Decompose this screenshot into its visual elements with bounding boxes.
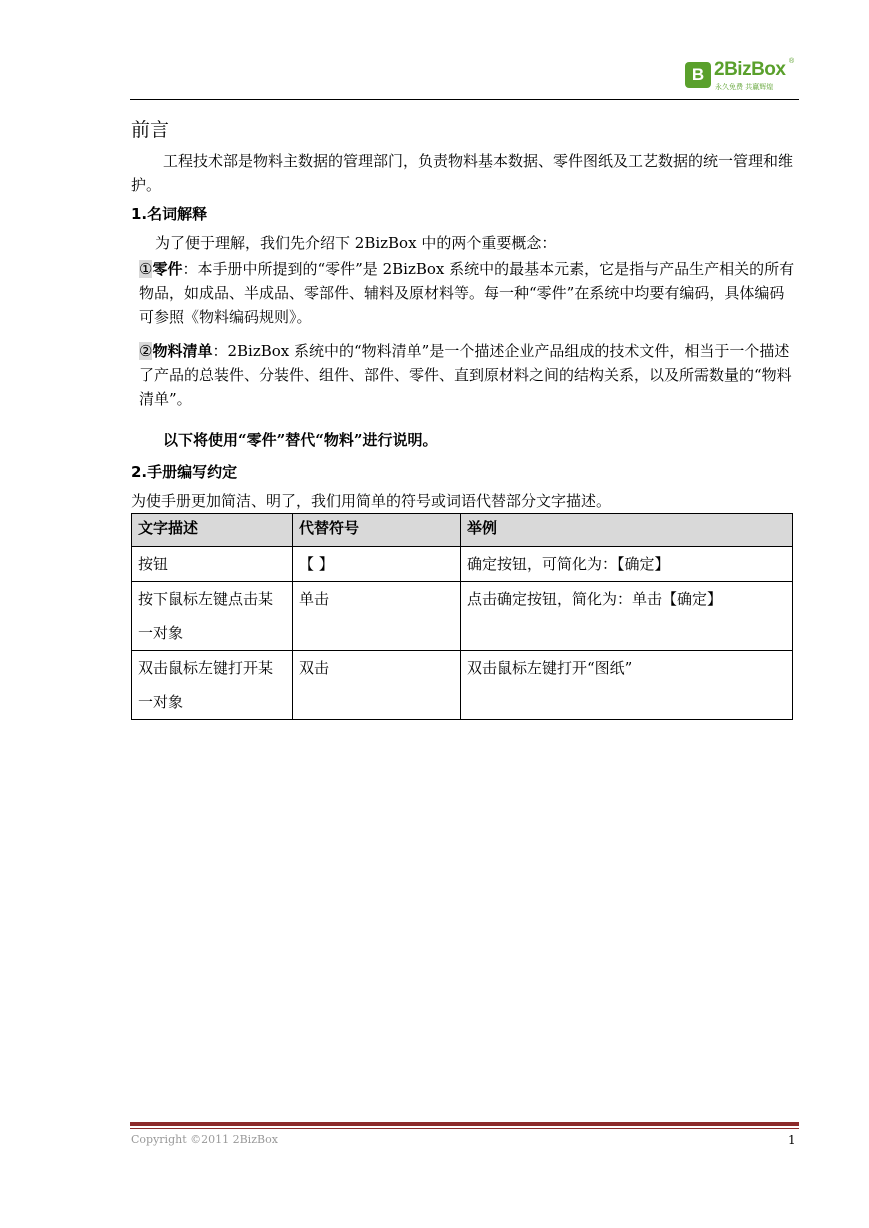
conventions-table: [131, 513, 793, 720]
section2-heading: 2.手册编写约定: [131, 463, 238, 481]
term-bom-text: ：2BizBox 系统中的“物料清单”是一个描述企业产品组成的技术文件，相当于一个描述了产品的总装件、分装件、组件、部件、零件、直到原材料之间的结构关系，以及所需数量的“物料清单”。: [139, 342, 792, 408]
term-part: [139, 257, 797, 329]
page-title: 前言: [131, 119, 170, 141]
table-cell: 双击鼠标左键打开某一对象: [132, 651, 293, 720]
term-part-text: ：本手册中所提到的“零件”是 2BizBox 系统中的最基本元素，它是指与产品生产相关的所有物品，如成品、半成品、零部件、辅料及原材料等。每一种“零件”在系统中均要有编码，具体编码可参照《物料编码规则》。: [139, 260, 795, 326]
col-header-symbol: 代替符号: [293, 514, 461, 547]
table-row: [132, 547, 793, 582]
table-cell: 双击: [293, 651, 461, 720]
table-cell: 确定按钮，可简化为：【确定】: [461, 547, 793, 582]
table-row: [132, 582, 793, 651]
term-bom-marker: ②: [139, 342, 153, 360]
table-cell: 单击: [293, 582, 461, 651]
col-header-example: 举例: [461, 514, 793, 547]
table-cell: 按下鼠标左键点击某一对象: [132, 582, 293, 651]
logo-wordmark: 2BizBox: [714, 59, 786, 80]
page-number: 1: [788, 1133, 796, 1147]
logo-tagline: 永久免费 共赢辉煌: [715, 83, 774, 91]
footer-divider-thin: [130, 1128, 799, 1129]
usage-note: 以下将使用“零件”替代“物料”进行说明。: [163, 431, 438, 449]
section2-lead: 为使手册更加简洁、明了，我们用简单的符号或词语代替部分文字描述。: [131, 492, 612, 510]
section1-lead: 为了便于理解，我们先介绍下 2BizBox 中的两个重要概念：: [155, 234, 557, 252]
header-divider: [130, 99, 799, 100]
table-cell: 【 】: [293, 547, 461, 582]
term-bom: [139, 339, 797, 411]
logo-mark-icon: B: [685, 62, 711, 88]
term-part-marker: ①: [139, 260, 153, 278]
logo-registered-mark: ®: [789, 58, 795, 65]
page-body: [131, 112, 797, 720]
col-header-description: 文字描述: [132, 514, 293, 547]
section1-heading: 1.名词解释: [131, 205, 208, 223]
intro-paragraph: 工程技术部是物料主数据的管理部门，负责物料基本数据、零件图纸及工艺数据的统一管理和维护。: [131, 152, 794, 194]
footer-divider-thick: [130, 1122, 799, 1126]
table-header-row: [132, 514, 793, 547]
table-cell: 按钮: [132, 547, 293, 582]
table-cell: 点击确定按钮，简化为：单击【确定】: [461, 582, 793, 651]
term-part-name: 零件: [152, 260, 183, 278]
table-cell: 双击鼠标左键打开“图纸”: [461, 651, 793, 720]
table-row: [132, 651, 793, 720]
footer-copyright: Copyright ©2011 2BizBox: [131, 1133, 278, 1146]
term-bom-name: 物料清单: [152, 342, 213, 360]
brand-logo: [685, 60, 797, 92]
